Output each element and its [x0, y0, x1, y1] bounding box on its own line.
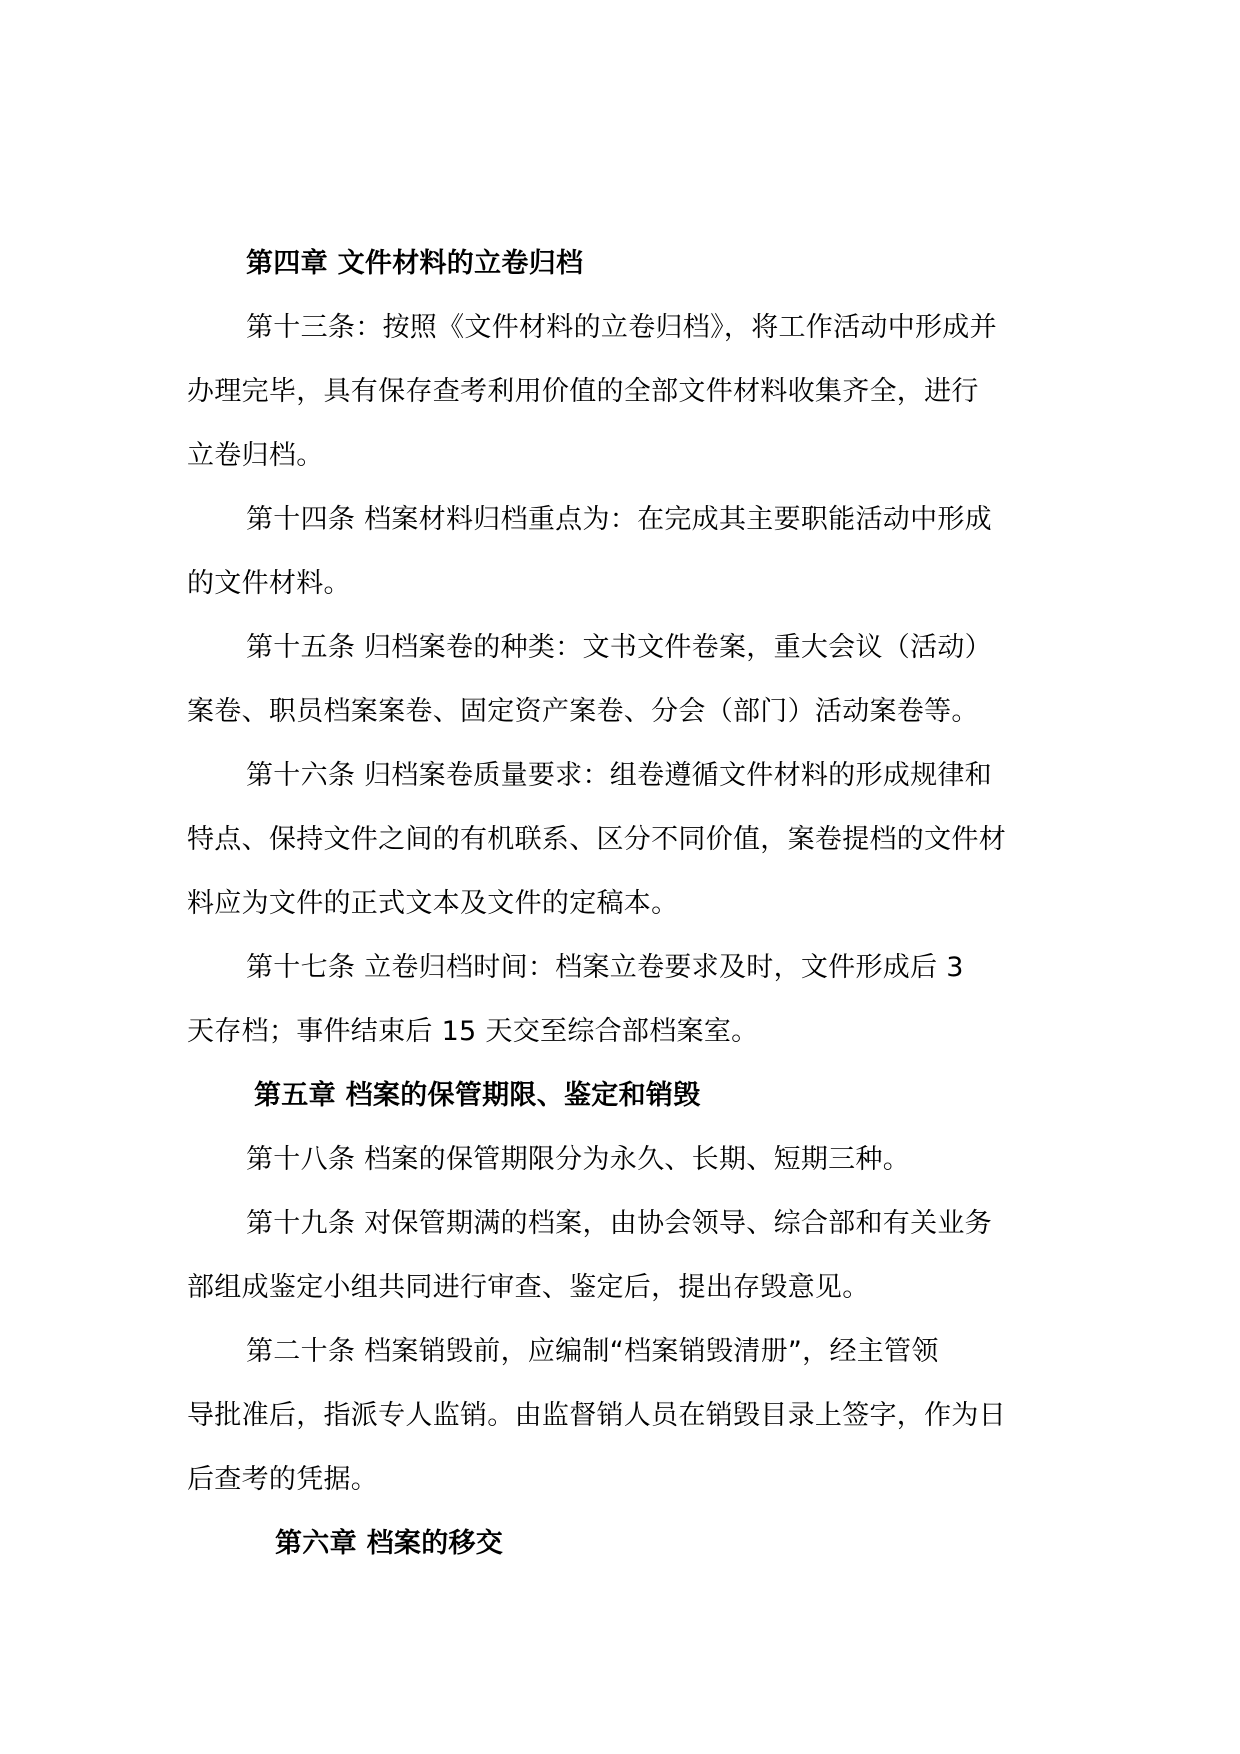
article-14-line-2: 的文件材料。 [187, 568, 351, 599]
article-13-line-2: 办理完毕，具有保存查考利用价值的全部文件材料收集齐全，进行 [187, 376, 979, 407]
article-20-line-3: 后查考的凭据。 [187, 1464, 379, 1495]
chapter-6-heading: 第六章 档案的移交 [275, 1528, 504, 1559]
article-13-line-1: 第十三条：按照《文件材料的立卷归档》，将工作活动中形成并 [246, 312, 997, 343]
article-15-line-2: 案卷、职员档案案卷、固定资产案卷、分会（部门）活动案卷等。 [187, 696, 979, 727]
article-19-line-2: 部组成鉴定小组共同进行审查、鉴定后，提出存毁意见。 [187, 1272, 870, 1303]
article-15-line-1: 第十五条 归档案卷的种类：文书文件卷案，重大会议（活动） [246, 632, 992, 663]
article-20-line-2: 导批准后，指派专人监销。由监督销人员在销毁目录上签字，作为日 [187, 1400, 1006, 1431]
article-20-line-1: 第二十条 档案销毁前，应编制“档案销毁清册”，经主管领 [246, 1336, 939, 1367]
article-17-line-2: 天存档；事件结束后 15 天交至综合部档案室。 [187, 1016, 759, 1047]
article-16-line-3: 料应为文件的正式文本及文件的定稿本。 [187, 888, 679, 919]
chapter-4-heading: 第四章 文件材料的立卷归档 [246, 248, 584, 279]
article-19-line-1: 第十九条 对保管期满的档案，由协会领导、综合部和有关业务 [246, 1208, 992, 1239]
article-17-line-1: 第十七条 立卷归档时间：档案立卷要求及时，文件形成后 3 [246, 952, 964, 983]
article-18-line-1: 第十八条 档案的保管期限分为永久、长期、短期三种。 [246, 1144, 911, 1175]
article-16-line-1: 第十六条 归档案卷质量要求：组卷遵循文件材料的形成规律和 [246, 760, 992, 791]
article-13-line-3: 立卷归档。 [187, 440, 324, 471]
article-16-line-2: 特点、保持文件之间的有机联系、区分不同价值，案卷提档的文件材 [187, 824, 1006, 855]
chapter-5-heading: 第五章 档案的保管期限、鉴定和销毁 [254, 1080, 701, 1111]
article-14-line-1: 第十四条 档案材料归档重点为：在完成其主要职能活动中形成 [246, 504, 992, 535]
